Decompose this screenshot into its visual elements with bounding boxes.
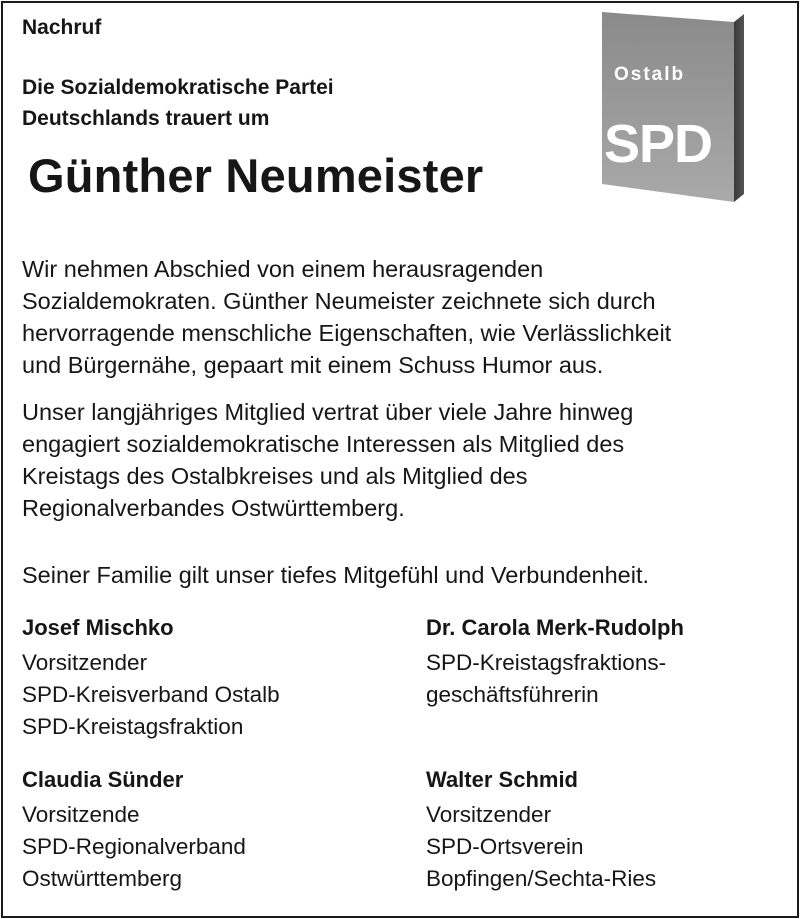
notice-intro	[22, 72, 334, 134]
paragraph-condolence: Seiner Familie gilt unser tiefes Mitgefühl und Verbundenheit.	[22, 562, 650, 588]
paragraph-line: Sozialdemokraten. Günther Neumeister zeichnete sich durch	[22, 288, 656, 314]
paragraph-line: engagiert sozialdemokratische Interessen als Mitglied des	[22, 431, 625, 457]
deceased-name: Günther Neumeister	[28, 149, 484, 202]
notice-kicker: Nachruf	[22, 16, 102, 39]
intro-line: Die Sozialdemokratische Partei	[22, 76, 334, 99]
signatory-name: Walter Schmid	[426, 767, 578, 792]
signatory-role: Ostwürttemberg	[22, 866, 183, 891]
signatory	[22, 767, 246, 895]
signatory	[22, 615, 280, 743]
signatory-role: SPD-Kreistagsfraktions-	[426, 650, 667, 675]
signatory-role: Vorsitzender	[426, 802, 552, 827]
signatory-role: Bopfingen/Sechta-Ries	[426, 866, 657, 891]
paragraph-line: Wir nehmen Abschied von einem herausragenden	[22, 256, 544, 282]
intro-line: Deutschlands trauert um	[22, 107, 270, 130]
paragraph-membership	[22, 396, 633, 524]
signatory-roles	[22, 799, 246, 895]
signatory-roles	[426, 647, 684, 711]
signatory-role: Vorsitzende	[22, 802, 140, 827]
paragraph-line: Kreistags des Ostalbkreises und als Mitglied des	[22, 463, 528, 489]
paragraph-line: Unser langjähriges Mitglied vertrat über viele Jahre hinweg	[22, 399, 634, 425]
signatory-roles	[426, 799, 656, 895]
signatory	[426, 767, 656, 895]
signatory-role: Vorsitzender	[22, 650, 148, 675]
paragraph-line: Regionalverbandes Ostwürttemberg.	[22, 495, 405, 521]
signatory-name: Claudia Sünder	[22, 767, 184, 792]
signatory-role: SPD-Regionalverband	[22, 834, 246, 859]
signatory-role: geschäftsführerin	[426, 682, 599, 707]
signatory-role: SPD-Kreisverband Ostalb	[22, 682, 280, 707]
signatory-name: Josef Mischko	[22, 615, 174, 640]
logo-ostalb-text: Ostalb	[614, 64, 686, 85]
signatory-role: SPD-Kreistagsfraktion	[22, 714, 244, 739]
signatory	[426, 615, 684, 711]
spd-ostalb-logo	[594, 12, 744, 202]
signatory-name: Dr. Carola Merk-Rudolph	[426, 615, 684, 640]
signatory-roles	[22, 647, 280, 743]
logo-spd-text: SPD	[604, 114, 713, 174]
paragraph-tribute	[22, 253, 671, 381]
signatory-role: SPD-Ortsverein	[426, 834, 584, 859]
logo-cube-side	[734, 14, 744, 202]
paragraph-line: und Bürgernähe, gepaart mit einem Schuss Humor aus.	[22, 352, 604, 378]
paragraph-line: hervorragende menschliche Eigenschaften, wie Verlässlichkeit	[22, 320, 672, 346]
